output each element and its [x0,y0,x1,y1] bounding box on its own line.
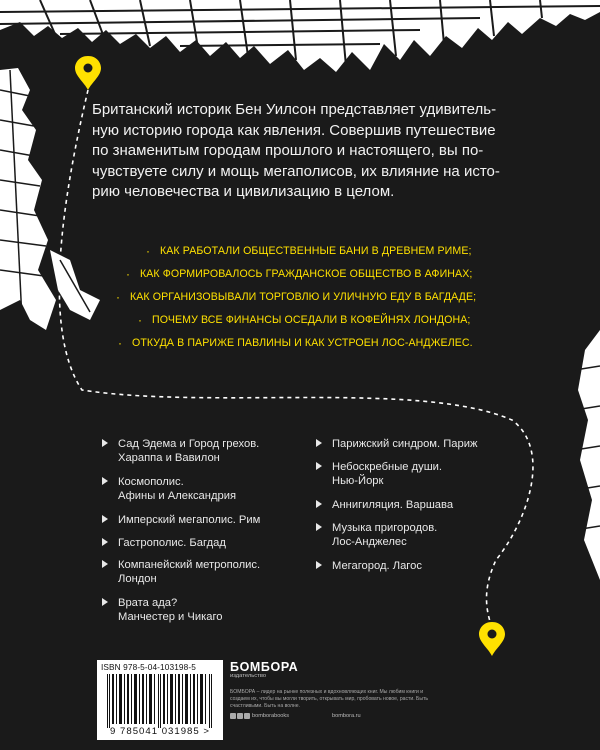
list-triangle-icon [316,561,322,569]
contents-item: Небоскребные души. Нью-Йорк [332,460,552,488]
instagram-icon [244,713,250,719]
isbn-barcode [97,660,223,740]
contents-item: Врата ада? Манчестер и Чикаго [118,596,338,624]
publisher-social [230,713,410,721]
highlight-text: ОТКУДА В ПАРИЖЕ ПАВЛИНЫ И КАК УСТРОЕН ЛОС-АНДЖЕЛЕС. [132,337,473,349]
list-triangle-icon [102,598,108,606]
contents-item: Космополис. Афины и Александрия [118,475,338,503]
contents-item: Гастрополис. Багдад [118,536,338,550]
intro-paragraph [92,100,536,203]
publisher-subtitle: издательство [230,673,267,679]
location-pin-icon-top [75,56,101,90]
contents-item: Музыка пригородов. Лос-Анджелес [332,521,552,549]
barcode-bars [103,674,217,728]
highlight-item [146,240,580,263]
bullet-dot: · [138,313,143,327]
highlight-item [118,332,552,355]
highlight-text: КАК РАБОТАЛИ ОБЩЕСТВЕННЫЕ БАНИ В ДРЕВНЕМ РИМЕ; [160,245,472,257]
list-triangle-icon [316,523,322,531]
contents-item: Аннигиляция. Варшава [332,498,552,512]
bullet-dot: · [118,336,123,350]
list-triangle-icon [102,560,108,568]
barcode-digits: 9 785041 031985 > [110,726,210,737]
list-triangle-icon [102,515,108,523]
publisher-handle: bomborabooks [252,713,290,719]
publisher-block [230,660,429,721]
highlight-item [116,286,550,309]
map-left-strip [0,68,100,330]
vk-icon [237,713,243,719]
publisher-description: БОМБОРА – лидер на рынке полезных и вдохновляющих книг. Мы любим книги и создаем их, чтобы вы могли творить, открывать мир, пробовать новое, расти. Быть счастливыми. Быть на волне. [230,689,429,709]
intro-line: чувствуете силу и мощь мегаполисов, их влияние на исто- [92,162,500,180]
list-triangle-icon [102,538,108,546]
location-pin-icon-bottom [479,622,505,656]
intro-line: ную историю города как явления. Совершив путешествие [92,121,496,139]
bullet-dot: · [126,267,131,281]
contents-item: Парижский синдром. Париж [332,437,552,451]
list-triangle-icon [316,462,322,470]
bullet-dot: · [116,290,121,304]
highlight-item [126,263,560,286]
isbn-label: ISBN 978-5-04-103198-5 [101,662,196,672]
contents-item: Компанейский метрополис. Лондон [118,558,338,586]
intro-line: рию человечества и цивилизацию в целом. [92,183,395,200]
list-triangle-icon [316,500,322,508]
publisher-website[interactable]: bombora.ru [332,713,361,719]
facebook-icon [230,713,236,719]
list-triangle-icon [102,439,108,447]
contents-item: Имперский мегаполис. Рим [118,513,338,527]
list-triangle-icon [316,439,322,447]
intro-line: по знаменитым городам прошлого и настоящего, вы по- [92,142,484,159]
bullet-dot: · [146,244,151,258]
contents-item: Мегагород. Лагос [332,559,552,573]
highlight-text: КАК ФОРМИРОВАЛОСЬ ГРАЖДАНСКОЕ ОБЩЕСТВО В АФИНАХ; [140,268,473,280]
publisher-logo: БОМБОРА [230,660,299,674]
highlights-list [116,240,550,355]
contents-item: Сад Эдема и Город грехов. Хараппа и Вавилон [118,437,338,465]
intro-line: Британский историк Бен Уилсон представляет удивитель- [92,101,497,118]
highlight-text: ПОЧЕМУ ВСЕ ФИНАНСЫ ОСЕДАЛИ В КОФЕЙНЯХ ЛОНДОНА; [152,314,471,326]
highlight-item [138,309,572,332]
highlight-text: КАК ОРГАНИЗОВЫВАЛИ ТОРГОВЛЮ И УЛИЧНУЮ ЕДУ В БАГДАДЕ; [130,291,477,303]
list-triangle-icon [102,477,108,485]
